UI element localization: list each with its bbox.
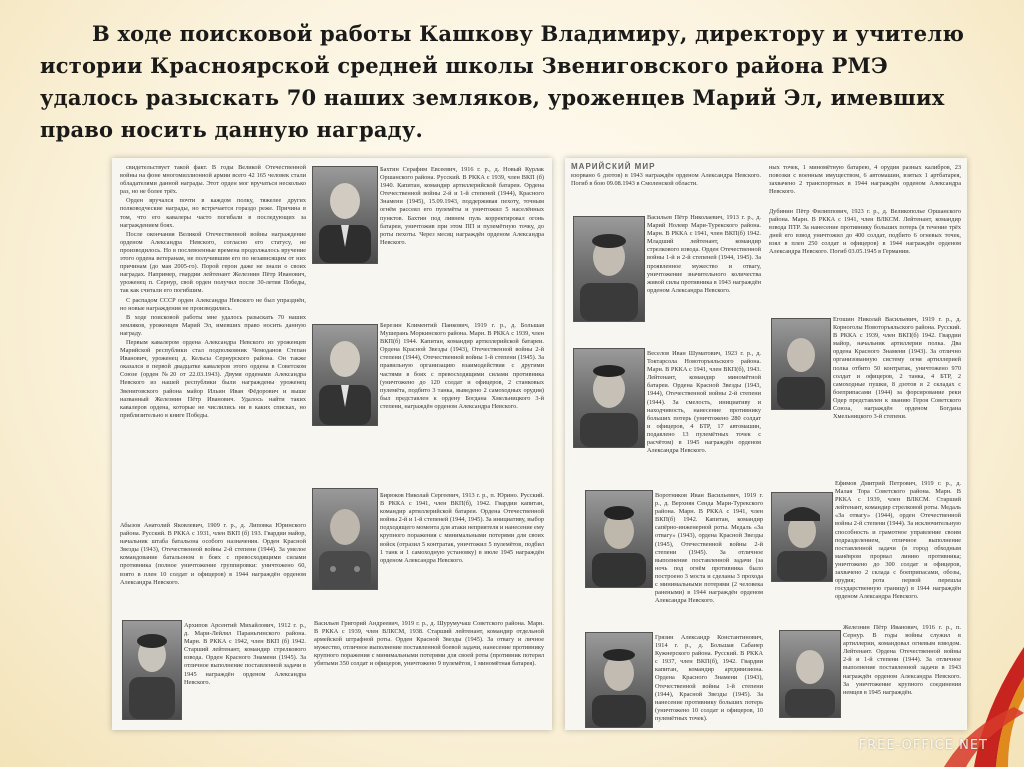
slide-title: В ходе поисковой работы Кашкову Владимиру, директору и учителю истории Красноярской средней школы Звениговского района РМЭ удалось разыскать 70 наших земляков, уроженцев Марий Эл, имевших право носить данную награду.	[40, 21, 965, 142]
portrait-photo	[585, 632, 653, 728]
bio-gryazin: Грязин Александр Константинович, 1914 г. р., д. Большая Сабанер Кужнерского района. Русский. В РККА с 1937, член ВКП(б), 1942. Гвардии капитан, командир артдивизиона. Ордена Красного Знамени (1943), Отечественной войны 1-й степени (1944), Красной Звезды (1945). За нанесение противнику больших потерь (уничтожено 10 солдат и офицеров, 10 пулемётных точек).	[655, 634, 763, 722]
portrait-photo	[771, 492, 833, 582]
bio-bakhtin: Бахтин Серафим Евсеевич, 1916 г. р., д. Новый Курлак Оршанского района. Русский. В РККА с 1939, член ВКП (б) 1940. Капитан, командир артиллерийской батареи. Ордена Отечественной войны 2-й и 1-й степеней (1944), Красного Знамени (1945), 15.09.1943, поддерживая пехоту, точным огнём рассеял его пулемёты и уничтожил 5 населённых пунктов. Бахтин под ливнем пуль корректировал огонь батареи, уничтожив при этом ПП и пулемётную точку, до роты пехоты. Через месяц награждён орденом Александра Невского.	[380, 166, 544, 246]
watermark-text: FREE-OFFICE.NET	[858, 738, 988, 753]
portrait-photo	[585, 490, 653, 588]
bio-arkhipov: Архипов Арсентий Михайлович, 1912 г. р., д. Мари-Лейлял Параньгинского района. Марн. В РККА с 1942, член ВКП (б) 1942. Старший лейтенант, командир стрелкового взвода. Орден Красного Знамени (1945). За отличное выполнение поставленной задачи в 1945 награждён орденом Александра Невского.	[184, 622, 306, 686]
bio-abyzov: Абызов Анатолий Яковлевич, 1909 г. р., д. Липовка Юринского района. Русский. В РККА с 1931, член ВКП (б) 193. Гвардии майор, начальник штаба батальона особого назначения. Орден Красной Звезды (1943), Отечественной войны 2-й степени (1944). За умелое командование батальоном в боях с превосходящими силами противника (полное уничтожение группировки: уничтожено 60, взято в плен 10 солдат и офицеров) в 1944 награждён орденом Александра Невского.	[120, 522, 306, 586]
text-fragment: ных точек, 1 миномётную батарею, 4 орудия разных калибров, 23 повозки с военным имуществом, 6 автомашин, взятых 1 артбатарея, захвачено 2 транспортных в 1944 награждён орденом Александра Невского.	[769, 164, 961, 196]
portrait-photo	[312, 488, 378, 590]
intro-text-column	[120, 164, 306, 564]
bio-egoshin: Егошин Николай Васильевич, 1919 г. р., д. Корноголы Новоторъяльского района. Русский. В РККА с 1939, член ВКП(б) 1942. Гвардии майор, начальник артиллерии полка. Два ордена Красного Знамени (1943). За отлично организованную систему огня артиллерией полка отбито 50 контратак, уничтожено 970 солдат и офицеров, 2 танка, 4 БТР, 2 самоходные пушки, 8 дзотов в 2 складах с боеприпасами (1944) за форсирование реки Одер представлен к званию Героя Советского Союза, награждён орденом Богдана Хмельницкого 3-й степени.	[833, 316, 961, 421]
portrait-photo	[779, 630, 841, 718]
bio-veselov: Веселов Иван Шуматович, 1923 г. р., д. Токтарсола Новоторъяльского района. Марн. В РККА с 1941, член ВКП(б), 1943. Лейтенант, командир миномётной батареи. Ордена Красной Звезды (1943, 1944), Отечественной войны 2-й степени (1944). За смелость, инициативу и находчивость, нанесение противнику больших потерь (уничтожено 280 солдат и офицеров, 4 БТР, 17 автомашин, подавлено 13 пулемётных точек с расчётом) в 1945 награждён орденом Александра Невского.	[647, 350, 761, 455]
scanned-page-left	[112, 158, 552, 730]
bio-vasiliev-p: Васильев Пётр Николаевич, 1913 г. р., д. Марий Нолеяр Мари-Турекского района. Марн. В РККА с 1941, член ВКП(б) 1942. Младший лейтенант, командир стрелкового взвода. Орден Отечественной войны 1-й и 2-й степеней (1944, 1945). За проявленное мужество и отвагу, уничтожение значительного количества живой силы противника в 1943 награждён орденом Александра Невского.	[647, 214, 761, 294]
portrait-photo	[122, 620, 182, 720]
intro-paragraph: Первым кавалером ордена Александра Невского из уроженцев Марийской республики стал подполковник Чемоданов Степан Иванович, уроженец д. Кельсы Сернурского района. Он также оказался в первой двадцатке кавалеров этого ордена в Советском Союзе (орден №20 от 22.03.1943). Двумя орденами Александра Невского из нашей республики были награждены уроженец Звениговского района майор Ильин Иван Фёдорович и выше названный Железнин Пётр Иванович. Удалось найти таких кавалеров ордена, которые не числились ни в каких списках, но приблизительно в книге Победы.	[120, 338, 306, 419]
text-fragment: взорвано 6 дзотов) в 1943 награждён орденом Александра Невского. Погиб в бою 09.08.1943 в Смоленской области.	[571, 172, 761, 188]
bio-vorotnikov: Воротников Иван Васильевич, 1919 г. р., д. Верхняя Сенда Мари-Турекского района. Марн. В РККА с 1941, член ВКП(б) 1942. Капитан, командир сапёрно-инженерной роты. Медаль «За отвагу» (1943), ордена Красной Звезды (1945), Отечественной войны 2-й степени (1945). За отличное выполнение поставленной задачи (за ночь под огнём противника было построено 3 моста и сделаны 3 прохода с минимальными потерями (2 человека ранеными) в 1944 награждён орденом Александра Невского.	[655, 492, 763, 605]
bio-vasiliev-g: Васильев Григорий Андреевич, 1919 г. р., д. Шурумучаш Советского района. Марн. В РККА с 1939, член ВЛКСМ, 1938. Старший лейтенант, командир отдельной армейской штрафной роты. Орден Красной Звезды (1945). За отвагу и личное мужество, отличное выполнение поставленной боевой задачи, нанесение противнику крупного поражения с минимальными потерями для своей роты (противник потерял убитыми 350 солдат и офицеров, уничтожено 9 пулемётов, 1 миномётная батарея).	[314, 620, 544, 668]
portrait-photo	[573, 216, 645, 322]
portrait-photo	[573, 348, 645, 448]
intro-paragraph: После окончания Великой Отечественной войны награждение орденом Александра Невского, согласно его статусу, не производилось. Но в послевоенные времена продолжалось вручение этого ордена ветеранам, не получившим его по независящим от них причинам (до мая 2005-го). Порой герои даже не знали о своих наградах. Например, гвардии лейтенант Железнин Пётр Иванович, уроженец п. Сернур, свой орден получил после 30-летия Победы, так как считали его погибшим.	[120, 230, 306, 295]
bio-dubinin: Дубинин Пётр Филиппович, 1923 г. р., д. Великополье Оршанского района. Марн. В РККА с 1941, член ВЛКСМ. Лейтенант, командир взвода ПТР. За нанесение противнику больших потерь (в течение трёх дней его взвод уничтожил до 400 солдат, подбито 6 огневых точек, взял в плен 250 солдат и офицеров) в 1944 награждён орденом Александра Невского. Погиб 03.05.1945 в Германии.	[769, 208, 961, 256]
bio-biryukov: Бирюков Николай Сергеевич, 1913 г. р., п. Юрино. Русский. В РККА с 1941, член ВКП(б), 1942. Гвардии капитан, командир артиллерийской батареи. Ордена Отечественной войны 2-й и 1-й степеней (1944, 1945). За инициативу, выбор подходящего момента для атаки неприятеля и нанесение ему крупного поражения с минимальными потерями для своих войск (отразил 5 контратак, уничтожил 5 пулемётов, подбил 1 танк и 1 самоходную установку) в июле 1945 награждён орденом Александра Невского.	[380, 492, 544, 564]
intro-paragraph: С распадом СССР орден Александра Невского не был упразднён, но новые награждения не производились.	[120, 296, 306, 312]
intro-paragraph: свидетельствует такой факт. В годы Великой Отечественной войны на фоне многомиллионной армии всего 42 165 человек стали обладателями данной награды. Этот орден мог вручаться несколько раз, но не более трёх.	[120, 164, 306, 196]
portrait-photo	[312, 324, 378, 426]
magazine-header: МАРИЙСКИЙ МИР	[571, 162, 656, 171]
bio-berezin: Березин Климентий Панкович, 1919 г. р., д. Большая Мушерань Моркинского района. Марн. В РККА с 1939, член ВКП(б) 1944. Капитан, командир артиллерийской батареи. Ордена Красной Звезды (1943), Отечественной войны 2-й степени (1944), Отечественной войны 1-й степени (1945). За правильную организацию взаимодействия с другими частями в боях с превосходящими силами противника (уничтожено до 120 солдат и офицеров, 2 станковых пулемёта, подбито 3 танка, выведено 2 самоходных орудия) был представлен к ордену Богдана Хмельницкого 3-й степени, награждён орденом Александра Невского.	[380, 322, 544, 410]
bio-zheleznin: Железнин Пётр Иванович, 1916 г. р., п. Сернур. В годы войны служил в артиллерии, командовал огневым взводом. Лейтенант. Ордена Отечественной войны 2-й и 1-й степени (1944). За отличное выполнение поставленной задачи в 1943 награждён орденом Александра Невского. За уничтожение крупного соединения немцев в 1945 награждён.	[843, 624, 961, 696]
intro-paragraph: Орден вручался почти в каждом полку, тяжелее других полководческие награды, но встречается гораздо реже. Причина в том, что его кавалеры часто погибали в последующих за награждением боях.	[120, 197, 306, 229]
bio-efimov: Ефимов Дмитрий Петрович, 1919 г. р., д. Малая Тора Советского района. Марн. В РККА с 1939, член ВЛКСМ. Старший лейтенант, командир стрелковой роты. Медаль «За отвагу» (1944), орден Отечественной войны 2-й степени (1944). За исключительную способность и грамотное управление своим подразделением, отличное выполнение поставленной задачи (в город обходным манёвром прорвал линию противника; уничтожено до 300 солдат и офицеров, захвачено 2 склада с боеприпасами, обозы, орудия; рота первой перешла государственную границу) в 1944 награждён орденом Александра Невского.	[835, 480, 961, 601]
intro-paragraph: В ходе поисковой работы мне удалось разыскать 70 наших земляков, уроженцев Марий Эл, имевших право носить данную награду.	[120, 313, 306, 337]
portrait-photo	[771, 318, 831, 410]
portrait-photo	[312, 166, 378, 264]
